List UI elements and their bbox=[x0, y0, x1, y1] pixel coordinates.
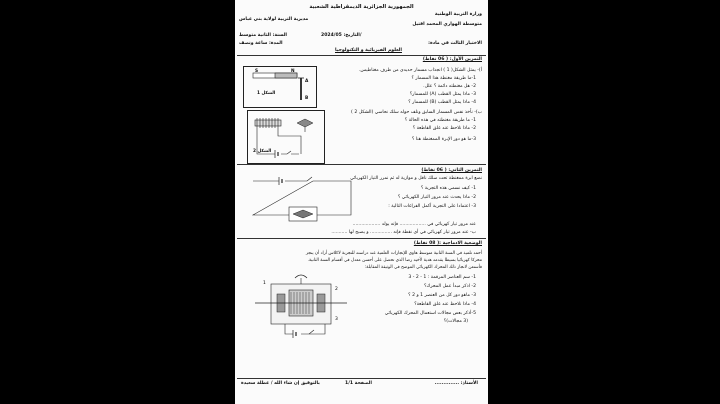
situation-p3: فأستعن لانجاز ذلك المحرك الكهربائي الموضح في الوثيقة المقابلة: bbox=[364, 265, 482, 270]
ex1-q4: 4- ماذا يمثل القطب (B) للمسمار ؟ bbox=[408, 100, 476, 105]
ex2-intro: نضع ابرة ممغنطة تحت سلك ناقل و موازية له ثم نمرر التيار الكهربائي bbox=[350, 176, 482, 181]
ex1-q1: 1-ما طريقة مغنطة هذا المسمار ؟ bbox=[411, 76, 476, 81]
ex1-q7: 3-ما هو دور الإبرة الممغنطة هنا ؟ bbox=[411, 137, 476, 142]
ex1-q3: 3- ماذا يمثل القطب (A) للمسمار؟ bbox=[409, 92, 476, 97]
footer-divider bbox=[237, 378, 486, 379]
exam-title: الاختبار الثالث في مادة: bbox=[428, 41, 482, 46]
pole-b-label: B bbox=[305, 96, 309, 101]
republic-header: الجمهورية الجزائرية الديمقراطية الشعبية bbox=[309, 4, 414, 10]
duration-label: المدة: ساعة ونصف bbox=[239, 41, 283, 46]
ex1-q5: 1- ما طريقة مغنطته في هذه الحالة ؟ bbox=[404, 118, 476, 123]
exam-paper bbox=[235, 0, 488, 404]
school-label: متوسطة الهواري المحمد افتيل bbox=[412, 22, 482, 27]
exercise2-circuit bbox=[249, 173, 359, 223]
situation-q5b: (3 مجالات)؟ bbox=[443, 319, 468, 324]
ex1-part-a-intro: أ)- يمثل الشكل( 1 ) انجذاب مسمار حديدي من طرف مغناطيس. bbox=[358, 68, 482, 73]
ex1-part-b-intro: ب)- نأخذ نفس المسمار السابق ونلف حوله سلك نحاسي (الشكل 2 ) bbox=[351, 110, 482, 115]
date-label: التاريخ: 2024/05/ bbox=[321, 33, 362, 38]
figure2-caption: الشكل 2 bbox=[253, 149, 272, 154]
pole-n-label: N bbox=[291, 69, 295, 74]
situation-q2: 2- اذكر مبدأ عمل المحرك؟ bbox=[424, 284, 476, 289]
figure1-caption: الشكل 1 bbox=[257, 91, 276, 96]
ex2-q3: 3- اعتمادا على التجربة أكمل الفراغات التالية : bbox=[388, 204, 476, 209]
ex2-q2: 2- ماذا يحدث عند مرور التيار الكهربائي ؟ bbox=[397, 195, 476, 200]
ex1-q6: 2- ماذا نلاحظ عند غلق القاطعة ؟ bbox=[412, 126, 476, 131]
closing-wish: بالتوفيق إن شاء الله / عطلة سعيدة bbox=[241, 381, 320, 386]
pole-a-label: A bbox=[305, 79, 309, 84]
motor-diagram bbox=[245, 272, 357, 342]
exercise1-title: التمرين الأول: ( 06 نقاط) bbox=[422, 57, 482, 62]
situation-p1: أحمد تلميذ في السنة الثانية متوسط هاوي للإنجازات العلمية عند دراسته للتجربة لاكلاس أراد أن ينجز bbox=[305, 251, 482, 256]
ex2-q1: 1- كيف نسمي هذه التجربة ؟ bbox=[420, 186, 476, 191]
ex2-fill2: ب- عند مرور تيار كهربائي في أي نقطة فإنه ............... و يصبح لها ........... bbox=[331, 230, 476, 235]
exercise2-title: التمرين الثاني: ( 06 نقاط) bbox=[421, 168, 482, 173]
pole-s-label: S bbox=[255, 69, 259, 74]
page-number: الصفحة 1/1 bbox=[345, 381, 372, 386]
svg-text:1: 1 bbox=[263, 281, 266, 286]
situation-q4: 4- ماذا نلاحظ عند غلق القاطعة؟ bbox=[414, 302, 476, 307]
situation-q3: 3- ماهو دور كل من العنصر 1 و 2 ؟ bbox=[408, 293, 476, 298]
header-divider bbox=[237, 55, 486, 56]
subject-label: العلوم الفيزيائية و التكنولوجيا bbox=[335, 48, 402, 53]
ex2-divider bbox=[237, 238, 486, 239]
figure2-coil-circuit bbox=[247, 110, 325, 164]
teacher-label: الأستاذ: .............. bbox=[434, 381, 478, 386]
ex1-divider bbox=[237, 164, 486, 165]
ex1-q2: 2- هل مغنطته دائمة ؟ علل. bbox=[423, 84, 476, 89]
situation-q1: 1- سم العناصر المرقمة : 1 - 2 - 3 bbox=[408, 275, 476, 280]
svg-text:3: 3 bbox=[335, 317, 338, 322]
svg-text:2: 2 bbox=[335, 287, 338, 292]
situation-q5: 5-أذكر بعض مجالات استعمال المحرك الكهربائي bbox=[384, 311, 476, 316]
situation-p2: محركا كهربائيا بسيطا يقدمه هدية لأخيه رضا الذي تحصل على أحسن معدل في أقسام السنة الثانية. bbox=[307, 258, 482, 263]
ministry-label: وزارة التربية الوطنية bbox=[434, 12, 482, 17]
directorate-label: مديرية التربية لولاية بني عباس bbox=[239, 17, 309, 22]
situation-title: الوضعية الادماجية :( 08 نقاط) bbox=[413, 241, 482, 246]
ex2-fill1: عند مرور تيار كهربائي في .................. فإنه يولد ................... bbox=[352, 222, 476, 227]
level-label: السنة: الثانية متوسط bbox=[239, 33, 287, 38]
